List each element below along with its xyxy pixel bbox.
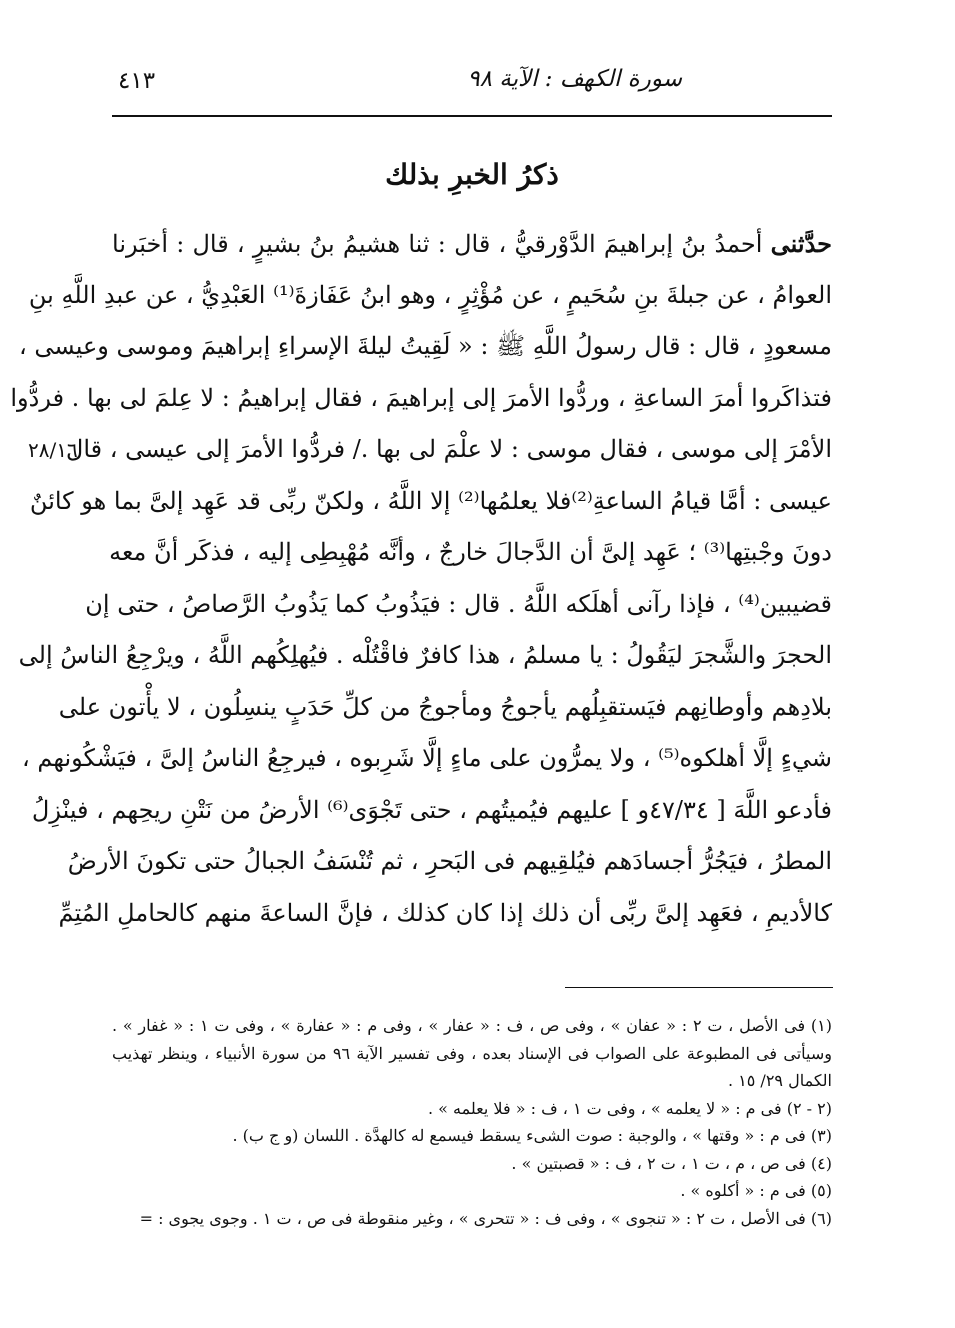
page-header (112, 58, 832, 104)
body-line: شيءٍ إلَّا أهلكوه⁽⁵⁾ ، ولا يمرُّون على ماءٍ إلَّا شَرِبوه ، فيرجِعُ الناسُ إلىَّ ، فيَشْكُونهم ، (22, 744, 832, 772)
footnote-rule (565, 987, 833, 988)
body-line: الأمْرَ إلى موسى ، فقال موسى : لا علْمَ لى بها ./ فردُّوا الأمرَ إلى عيسى ، قال (65, 435, 832, 463)
footnote-4: (٤) فى ص ، م ، ت ١ ، ت ٢ ، ف : « قصبتين » . (511, 1153, 832, 1173)
body-line: فأدعو اللَّهَ [ ٤٧/٣٤و ] عليهم فيُميتُهم ، حتى تَجْوَى⁽⁶⁾ الأرضُ من نَتْنِ ريحِهم ، فينْزِلُ (31, 795, 832, 824)
body-line: بلادِهم وأوطانِهم فيَستقبِلُهم يأجوجُ ومأجوجُ من كلِّ حَدَبٍ ينسِلُون ، لا يأْتون على (58, 692, 832, 721)
body-line: الحجرَ والشَّجرَ ليَقُولُ : يا مسلمُ ، هذا كافرٌ فاقْتُلْه . فيُهلِكُهم اللَّهُ ، ويرْجِعُ الناسُ إلى (18, 641, 832, 669)
footnote-1: (١) فى الأصل ، ت ٢ : « عفان » ، وفى ص ، ف : « عفار » ، وفى م : « عفارة » ، وفى ت ١ : « غفار » . (112, 1016, 832, 1035)
margin-reference: ٢٨/١٦ (28, 438, 78, 462)
body-line: المطرُ ، فيَجُرُّ أجسادَهم فيُلقِيهم فى البَحرِ ، ثم تُنْسَفُ الجبالُ حتى تكونَ الأرضُ (67, 847, 832, 875)
body-line: مسعودٍ ، قال : قال رسولُ اللَّهِ ﷺ : « لَقِيتُ ليلةَ الإسراءِ إبراهيمَ وموسى وعيسى ، (18, 332, 832, 360)
section-title: ذكرُ الخبرِ بذلك (385, 158, 559, 191)
header-rule (112, 115, 832, 117)
body-line: العوامُ ، عن جبلةَ بنِ سُحَيمٍ ، عن مُؤْثِرٍ ، وهو ابنُ عَفَازةَ⁽¹⁾ العَبْدِيُّ ، عن عبدِ اللَّهِ بنِ (28, 280, 832, 309)
footnotes (112, 1012, 832, 1232)
footnote-5: (٥) فى م : « أكلوه » . (680, 1181, 832, 1200)
footnote-1-end: الكمال ٢٩/ ١٥ . (727, 1071, 832, 1090)
body-line: فتذاكَروا أمرَ الساعةِ ، وردُّوا الأمرَ إلى إبراهيمَ ، فقال إبراهيمُ : لا عِلمَ لى بها . فردُّوا (10, 383, 832, 412)
body-line: عيسى : أمَّا قيامُ الساعةِ⁽²⁾فلا يعلمُها⁽²⁾ إلا اللَّهُ ، ولكنّ ربِّى قد عَهِد إلىَّ بما هو كائنٌ (29, 486, 832, 515)
body-line: حدَّثنى أحمدُ بنُ إبراهيمَ الدَّوْرقيُّ ، قال : ثنا هشيمُ بنُ بشيرٍ ، قال : أخبَرنا (112, 229, 832, 258)
page-number: ٤١٣ (118, 68, 156, 94)
running-title: سورة الكهف : الآية ٩٨ (467, 66, 682, 92)
body-line: كالأديمِ ، فعَهِد إلىَّ ربِّى أن ذلك إذا كان كذلك ، فإنَّ الساعةَ منهم كالحاملِ المُتِمِّ (58, 898, 832, 927)
body-line: قضيبين⁽⁴⁾ ، فإذا رآنى أهلَكه اللَّهُ . قال : فيَذُوبُ كما يَذُوبُ الرَّصاصُ ، حتى إن (85, 589, 832, 618)
footnote-3: (٣) فى م : « وقتها » ، والوجبة : صوت الشىء يسقط فيسمع له كالهدَّة . اللسان (و ج ب) . (232, 1126, 832, 1145)
body-line: دونَ وجْبتِها⁽³⁾ ؛ عَهِد إلىَّ أن الدَّجالَ خارجٌ ، وأنَّه مُهْبِطِى إليه ، فذكَر أنَّ معه (109, 538, 832, 566)
footnote-6: (٦) فى الأصل ، ت ٢ : « تنجوى » ، وفى ف : « تتحرى » ، وغير منقوطة فى ص ، ت ١ . وجوى يجوى : = (139, 1208, 832, 1228)
footnote-2: (٢ - ٢) فى م : « لا يعلمه » ، وفى ت ١ ، ف : « فلا يعلمه » . (428, 1098, 832, 1118)
hadith-lead-word: حدَّثنى (770, 229, 832, 258)
footnote-1-continued: وسيأتى فى المطبوعة على الصواب فى الإسناد بعده ، وفى تفسير الآية ٩٦ من سورة الأنبياء ، وينظر تهذيب (112, 1043, 833, 1063)
